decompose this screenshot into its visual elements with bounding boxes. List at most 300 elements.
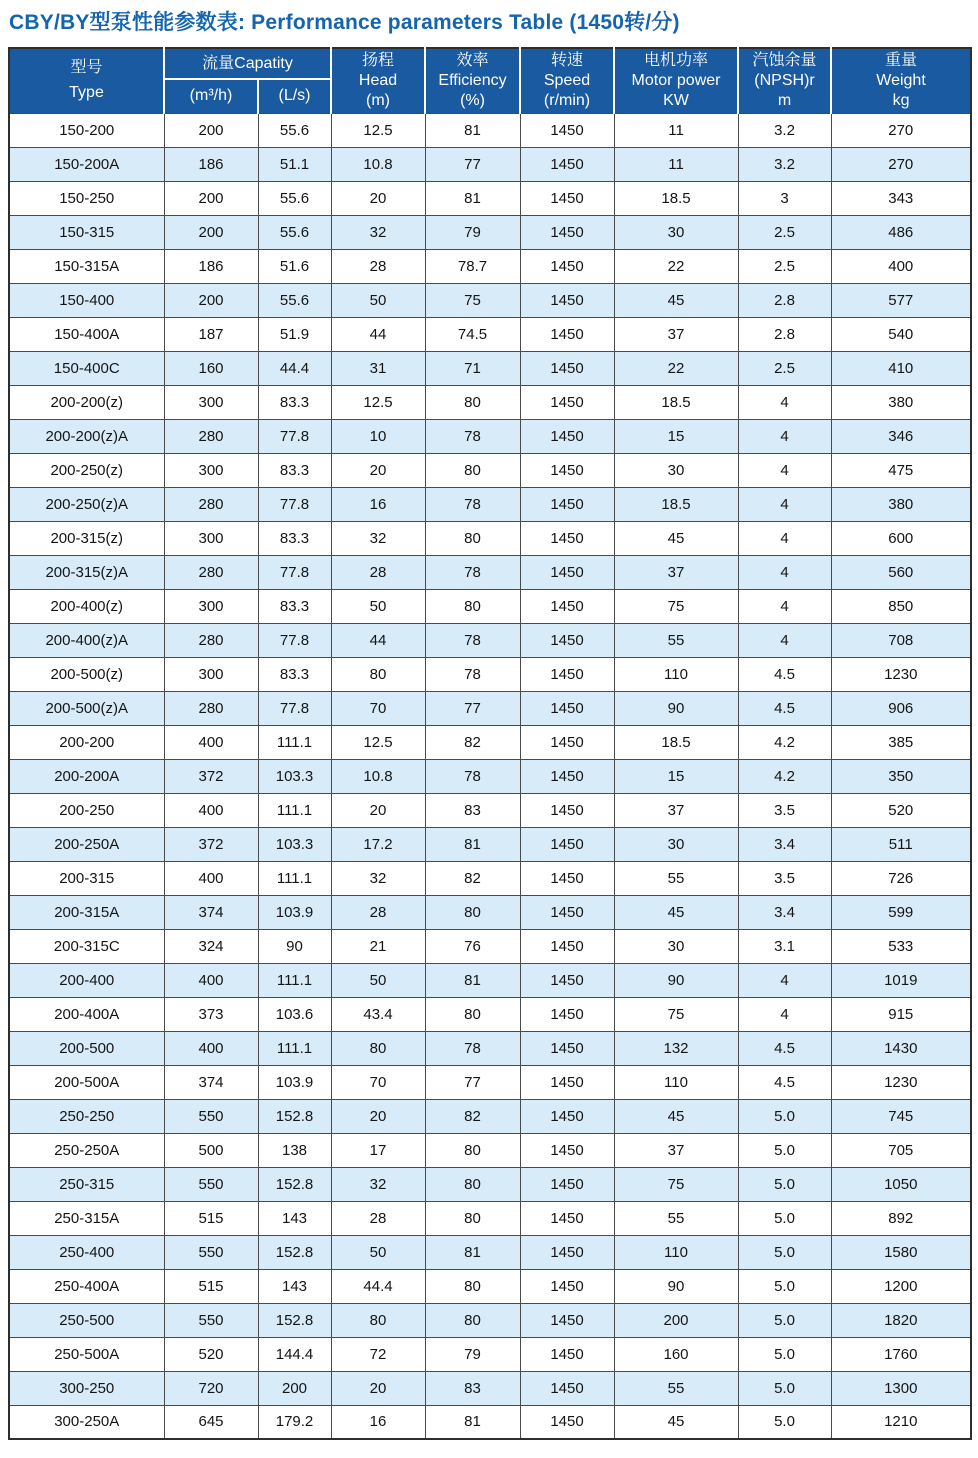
cell-capacity-m3h: 200 xyxy=(164,215,258,249)
table-row xyxy=(9,555,971,589)
cell-weight: 1580 xyxy=(831,1235,971,1269)
cell-npsh: 4.5 xyxy=(738,1065,831,1099)
cell-head: 20 xyxy=(331,1371,425,1405)
cell-speed: 1450 xyxy=(520,657,614,691)
table-row xyxy=(9,1303,971,1337)
cell-capacity-ls: 143 xyxy=(258,1269,331,1303)
cell-capacity-ls: 103.3 xyxy=(258,827,331,861)
cell-weight: 705 xyxy=(831,1133,971,1167)
cell-head: 80 xyxy=(331,1031,425,1065)
cell-efficiency: 83 xyxy=(425,1371,520,1405)
col-header-weight-zh: 重量 xyxy=(885,52,918,70)
cell-speed: 1450 xyxy=(520,1303,614,1337)
col-header-weight-unit: kg xyxy=(892,91,910,109)
cell-capacity-ls: 77.8 xyxy=(258,555,331,589)
cell-head: 50 xyxy=(331,589,425,623)
cell-weight: 600 xyxy=(831,521,971,555)
cell-capacity-ls: 152.8 xyxy=(258,1303,331,1337)
cell-capacity-ls: 179.2 xyxy=(258,1405,331,1439)
cell-motor-power: 37 xyxy=(614,1133,738,1167)
cell-speed: 1450 xyxy=(520,827,614,861)
cell-capacity-ls: 83.3 xyxy=(258,385,331,419)
cell-type: 200-500A xyxy=(9,1065,164,1099)
cell-efficiency: 76 xyxy=(425,929,520,963)
table-row xyxy=(9,283,971,317)
col-header-weight xyxy=(831,48,971,113)
cell-capacity-ls: 90 xyxy=(258,929,331,963)
cell-efficiency: 82 xyxy=(425,1099,520,1133)
cell-npsh: 5.0 xyxy=(738,1201,831,1235)
cell-npsh: 5.0 xyxy=(738,1167,831,1201)
cell-motor-power: 30 xyxy=(614,929,738,963)
cell-head: 32 xyxy=(331,1167,425,1201)
cell-capacity-m3h: 372 xyxy=(164,759,258,793)
cell-type: 150-315A xyxy=(9,249,164,283)
cell-capacity-ls: 55.6 xyxy=(258,215,331,249)
cell-capacity-m3h: 372 xyxy=(164,827,258,861)
cell-type: 200-315(z) xyxy=(9,521,164,555)
cell-weight: 708 xyxy=(831,623,971,657)
cell-npsh: 4.2 xyxy=(738,725,831,759)
table-row xyxy=(9,929,971,963)
cell-speed: 1450 xyxy=(520,1065,614,1099)
cell-type: 200-315C xyxy=(9,929,164,963)
cell-speed: 1450 xyxy=(520,113,614,147)
cell-capacity-m3h: 400 xyxy=(164,861,258,895)
cell-capacity-m3h: 280 xyxy=(164,623,258,657)
cell-speed: 1450 xyxy=(520,317,614,351)
col-header-head-zh: 扬程 xyxy=(362,52,395,70)
cell-efficiency: 80 xyxy=(425,1201,520,1235)
cell-capacity-ls: 55.6 xyxy=(258,181,331,215)
cell-weight: 520 xyxy=(831,793,971,827)
cell-weight: 906 xyxy=(831,691,971,725)
cell-speed: 1450 xyxy=(520,181,614,215)
cell-head: 12.5 xyxy=(331,385,425,419)
cell-weight: 1760 xyxy=(831,1337,971,1371)
cell-capacity-m3h: 550 xyxy=(164,1303,258,1337)
cell-efficiency: 81 xyxy=(425,827,520,861)
col-header-motor-power xyxy=(614,48,738,113)
cell-efficiency: 77 xyxy=(425,1065,520,1099)
cell-weight: 475 xyxy=(831,453,971,487)
cell-motor-power: 45 xyxy=(614,895,738,929)
cell-capacity-ls: 51.6 xyxy=(258,249,331,283)
cell-efficiency: 80 xyxy=(425,997,520,1031)
cell-capacity-ls: 55.6 xyxy=(258,283,331,317)
cell-npsh: 4 xyxy=(738,963,831,997)
cell-efficiency: 78 xyxy=(425,623,520,657)
cell-capacity-ls: 138 xyxy=(258,1133,331,1167)
cell-capacity-m3h: 200 xyxy=(164,283,258,317)
cell-weight: 1300 xyxy=(831,1371,971,1405)
cell-type: 200-400 xyxy=(9,963,164,997)
cell-head: 28 xyxy=(331,895,425,929)
cell-capacity-m3h: 374 xyxy=(164,895,258,929)
col-header-npsh xyxy=(738,48,831,113)
cell-speed: 1450 xyxy=(520,1337,614,1371)
cell-head: 50 xyxy=(331,283,425,317)
cell-npsh: 4.5 xyxy=(738,657,831,691)
col-header-motor-power-zh: 电机功率 xyxy=(644,52,709,70)
cell-capacity-m3h: 300 xyxy=(164,657,258,691)
cell-speed: 1450 xyxy=(520,997,614,1031)
cell-capacity-ls: 152.8 xyxy=(258,1167,331,1201)
cell-motor-power: 18.5 xyxy=(614,725,738,759)
cell-npsh: 4 xyxy=(738,419,831,453)
cell-weight: 1200 xyxy=(831,1269,971,1303)
cell-motor-power: 30 xyxy=(614,453,738,487)
cell-speed: 1450 xyxy=(520,1371,614,1405)
cell-head: 17.2 xyxy=(331,827,425,861)
cell-capacity-m3h: 400 xyxy=(164,793,258,827)
cell-npsh: 3.2 xyxy=(738,113,831,147)
cell-npsh: 4 xyxy=(738,997,831,1031)
cell-capacity-m3h: 300 xyxy=(164,589,258,623)
cell-speed: 1450 xyxy=(520,929,614,963)
cell-npsh: 5.0 xyxy=(738,1405,831,1439)
cell-type: 200-500(z) xyxy=(9,657,164,691)
cell-npsh: 5.0 xyxy=(738,1235,831,1269)
cell-weight: 560 xyxy=(831,555,971,589)
col-header-npsh-unit: m xyxy=(777,91,792,109)
cell-head: 10.8 xyxy=(331,759,425,793)
cell-type: 250-315 xyxy=(9,1167,164,1201)
cell-npsh: 4 xyxy=(738,385,831,419)
cell-type: 200-200A xyxy=(9,759,164,793)
cell-head: 16 xyxy=(331,1405,425,1439)
cell-motor-power: 110 xyxy=(614,1065,738,1099)
cell-capacity-m3h: 280 xyxy=(164,487,258,521)
cell-head: 43.4 xyxy=(331,997,425,1031)
cell-efficiency: 74.5 xyxy=(425,317,520,351)
cell-npsh: 5.0 xyxy=(738,1269,831,1303)
col-header-head xyxy=(331,48,425,113)
cell-speed: 1450 xyxy=(520,1099,614,1133)
cell-type: 200-500 xyxy=(9,1031,164,1065)
cell-npsh: 4 xyxy=(738,623,831,657)
cell-capacity-ls: 111.1 xyxy=(258,1031,331,1065)
cell-weight: 486 xyxy=(831,215,971,249)
cell-npsh: 4 xyxy=(738,589,831,623)
cell-npsh: 3.4 xyxy=(738,827,831,861)
cell-npsh: 2.5 xyxy=(738,215,831,249)
cell-efficiency: 71 xyxy=(425,351,520,385)
cell-speed: 1450 xyxy=(520,1167,614,1201)
col-header-head-unit: (m) xyxy=(366,91,390,109)
table-row xyxy=(9,147,971,181)
cell-efficiency: 82 xyxy=(425,725,520,759)
cell-motor-power: 22 xyxy=(614,249,738,283)
col-header-speed-en: Speed xyxy=(543,71,591,89)
cell-npsh: 4.5 xyxy=(738,691,831,725)
cell-capacity-m3h: 300 xyxy=(164,521,258,555)
cell-efficiency: 81 xyxy=(425,113,520,147)
table-row xyxy=(9,1099,971,1133)
cell-speed: 1450 xyxy=(520,1269,614,1303)
cell-motor-power: 132 xyxy=(614,1031,738,1065)
cell-motor-power: 160 xyxy=(614,1337,738,1371)
cell-efficiency: 80 xyxy=(425,453,520,487)
table-row xyxy=(9,895,971,929)
cell-capacity-m3h: 374 xyxy=(164,1065,258,1099)
cell-capacity-ls: 77.8 xyxy=(258,691,331,725)
cell-motor-power: 90 xyxy=(614,691,738,725)
cell-npsh: 4.5 xyxy=(738,1031,831,1065)
cell-efficiency: 78.7 xyxy=(425,249,520,283)
cell-type: 150-400 xyxy=(9,283,164,317)
cell-head: 20 xyxy=(331,181,425,215)
table-row xyxy=(9,793,971,827)
cell-weight: 533 xyxy=(831,929,971,963)
cell-capacity-m3h: 200 xyxy=(164,181,258,215)
cell-motor-power: 90 xyxy=(614,963,738,997)
cell-capacity-m3h: 280 xyxy=(164,419,258,453)
cell-motor-power: 110 xyxy=(614,657,738,691)
cell-capacity-ls: 83.3 xyxy=(258,521,331,555)
table-row xyxy=(9,1235,971,1269)
cell-efficiency: 81 xyxy=(425,1235,520,1269)
cell-type: 150-315 xyxy=(9,215,164,249)
cell-type: 200-250 xyxy=(9,793,164,827)
cell-weight: 385 xyxy=(831,725,971,759)
cell-efficiency: 78 xyxy=(425,759,520,793)
col-header-capacity-m3h: (m³/h) xyxy=(164,79,258,113)
cell-type: 200-315(z)A xyxy=(9,555,164,589)
cell-speed: 1450 xyxy=(520,419,614,453)
cell-capacity-ls: 77.8 xyxy=(258,623,331,657)
cell-efficiency: 77 xyxy=(425,691,520,725)
cell-weight: 1230 xyxy=(831,1065,971,1099)
col-header-efficiency-en: Efficiency xyxy=(438,71,507,89)
cell-type: 150-400C xyxy=(9,351,164,385)
cell-capacity-ls: 44.4 xyxy=(258,351,331,385)
cell-motor-power: 55 xyxy=(614,623,738,657)
col-header-capacity-ls: (L/s) xyxy=(258,79,331,113)
cell-weight: 343 xyxy=(831,181,971,215)
cell-head: 70 xyxy=(331,691,425,725)
cell-head: 32 xyxy=(331,215,425,249)
cell-head: 17 xyxy=(331,1133,425,1167)
cell-capacity-m3h: 550 xyxy=(164,1099,258,1133)
table-row xyxy=(9,249,971,283)
cell-npsh: 5.0 xyxy=(738,1303,831,1337)
cell-motor-power: 200 xyxy=(614,1303,738,1337)
cell-weight: 1820 xyxy=(831,1303,971,1337)
cell-type: 250-250A xyxy=(9,1133,164,1167)
cell-efficiency: 80 xyxy=(425,1167,520,1201)
cell-efficiency: 78 xyxy=(425,555,520,589)
table-row xyxy=(9,1337,971,1371)
cell-weight: 1210 xyxy=(831,1405,971,1439)
cell-head: 10 xyxy=(331,419,425,453)
cell-motor-power: 11 xyxy=(614,113,738,147)
cell-speed: 1450 xyxy=(520,1235,614,1269)
cell-motor-power: 30 xyxy=(614,827,738,861)
cell-head: 32 xyxy=(331,861,425,895)
table-row xyxy=(9,1133,971,1167)
table-row xyxy=(9,725,971,759)
table-row xyxy=(9,1269,971,1303)
cell-npsh: 4.2 xyxy=(738,759,831,793)
cell-type: 200-315A xyxy=(9,895,164,929)
cell-weight: 577 xyxy=(831,283,971,317)
table-row xyxy=(9,113,971,147)
cell-efficiency: 78 xyxy=(425,1031,520,1065)
cell-head: 32 xyxy=(331,521,425,555)
cell-head: 16 xyxy=(331,487,425,521)
table-row xyxy=(9,351,971,385)
cell-efficiency: 80 xyxy=(425,1303,520,1337)
cell-npsh: 3.4 xyxy=(738,895,831,929)
cell-speed: 1450 xyxy=(520,351,614,385)
cell-npsh: 4 xyxy=(738,521,831,555)
cell-capacity-m3h: 186 xyxy=(164,147,258,181)
cell-capacity-ls: 55.6 xyxy=(258,113,331,147)
cell-npsh: 3.2 xyxy=(738,147,831,181)
col-header-efficiency-zh: 效率 xyxy=(456,52,489,70)
cell-weight: 726 xyxy=(831,861,971,895)
cell-type: 200-500(z)A xyxy=(9,691,164,725)
cell-npsh: 2.8 xyxy=(738,317,831,351)
cell-capacity-m3h: 160 xyxy=(164,351,258,385)
cell-speed: 1450 xyxy=(520,1133,614,1167)
cell-efficiency: 78 xyxy=(425,657,520,691)
table-row xyxy=(9,385,971,419)
cell-speed: 1450 xyxy=(520,725,614,759)
cell-efficiency: 80 xyxy=(425,385,520,419)
cell-capacity-ls: 103.9 xyxy=(258,1065,331,1099)
cell-speed: 1450 xyxy=(520,691,614,725)
cell-head: 20 xyxy=(331,1099,425,1133)
cell-head: 50 xyxy=(331,1235,425,1269)
page-title: CBY/BY型泵性能参数表: Performance parameters Table (1450转/分) xyxy=(9,11,680,34)
cell-npsh: 4 xyxy=(738,453,831,487)
cell-head: 20 xyxy=(331,453,425,487)
cell-speed: 1450 xyxy=(520,1405,614,1439)
cell-speed: 1450 xyxy=(520,283,614,317)
table-row xyxy=(9,521,971,555)
cell-capacity-ls: 51.9 xyxy=(258,317,331,351)
cell-weight: 1050 xyxy=(831,1167,971,1201)
table-row xyxy=(9,657,971,691)
cell-weight: 850 xyxy=(831,589,971,623)
cell-speed: 1450 xyxy=(520,555,614,589)
col-header-weight-en: Weight xyxy=(876,71,926,89)
cell-motor-power: 37 xyxy=(614,555,738,589)
cell-efficiency: 79 xyxy=(425,1337,520,1371)
cell-capacity-m3h: 400 xyxy=(164,725,258,759)
cell-motor-power: 45 xyxy=(614,283,738,317)
col-header-capacity-label: 流量Capatity xyxy=(202,54,293,72)
cell-motor-power: 75 xyxy=(614,589,738,623)
cell-type: 200-400(z)A xyxy=(9,623,164,657)
table-body xyxy=(9,113,971,1439)
table-row xyxy=(9,997,971,1031)
cell-npsh: 2.8 xyxy=(738,283,831,317)
cell-head: 44 xyxy=(331,317,425,351)
cell-motor-power: 18.5 xyxy=(614,385,738,419)
cell-efficiency: 77 xyxy=(425,147,520,181)
cell-capacity-ls: 83.3 xyxy=(258,589,331,623)
cell-capacity-m3h: 550 xyxy=(164,1235,258,1269)
cell-weight: 380 xyxy=(831,385,971,419)
cell-efficiency: 79 xyxy=(425,215,520,249)
cell-capacity-m3h: 187 xyxy=(164,317,258,351)
cell-capacity-m3h: 280 xyxy=(164,691,258,725)
table-row xyxy=(9,453,971,487)
cell-motor-power: 18.5 xyxy=(614,487,738,521)
cell-efficiency: 80 xyxy=(425,1269,520,1303)
cell-capacity-m3h: 515 xyxy=(164,1201,258,1235)
table-row xyxy=(9,1371,971,1405)
cell-type: 200-315 xyxy=(9,861,164,895)
cell-capacity-m3h: 324 xyxy=(164,929,258,963)
cell-efficiency: 80 xyxy=(425,895,520,929)
cell-speed: 1450 xyxy=(520,963,614,997)
col-header-motor-power-en: Motor power xyxy=(631,71,721,89)
cell-speed: 1450 xyxy=(520,861,614,895)
cell-capacity-m3h: 280 xyxy=(164,555,258,589)
cell-type: 250-400A xyxy=(9,1269,164,1303)
cell-weight: 1230 xyxy=(831,657,971,691)
cell-efficiency: 81 xyxy=(425,963,520,997)
cell-type: 200-250(z)A xyxy=(9,487,164,521)
cell-npsh: 5.0 xyxy=(738,1133,831,1167)
cell-weight: 915 xyxy=(831,997,971,1031)
cell-motor-power: 15 xyxy=(614,759,738,793)
cell-weight: 745 xyxy=(831,1099,971,1133)
cell-capacity-ls: 103.9 xyxy=(258,895,331,929)
cell-type: 250-250 xyxy=(9,1099,164,1133)
cell-speed: 1450 xyxy=(520,1031,614,1065)
col-header-efficiency-unit: (%) xyxy=(460,91,485,109)
table-row xyxy=(9,827,971,861)
cell-type: 200-250A xyxy=(9,827,164,861)
cell-type: 150-200 xyxy=(9,113,164,147)
cell-head: 21 xyxy=(331,929,425,963)
cell-head: 80 xyxy=(331,657,425,691)
cell-weight: 270 xyxy=(831,113,971,147)
cell-speed: 1450 xyxy=(520,249,614,283)
col-header-speed-zh: 转速 xyxy=(551,52,584,70)
cell-efficiency: 81 xyxy=(425,181,520,215)
cell-capacity-m3h: 200 xyxy=(164,113,258,147)
col-header-capacity xyxy=(164,48,331,79)
col-header-type-en: Type xyxy=(69,83,104,101)
cell-head: 80 xyxy=(331,1303,425,1337)
cell-capacity-ls: 77.8 xyxy=(258,419,331,453)
cell-type: 250-400 xyxy=(9,1235,164,1269)
table-header xyxy=(9,48,971,113)
cell-capacity-ls: 144.4 xyxy=(258,1337,331,1371)
table-row xyxy=(9,181,971,215)
cell-speed: 1450 xyxy=(520,147,614,181)
cell-head: 28 xyxy=(331,1201,425,1235)
table-row xyxy=(9,419,971,453)
table-row xyxy=(9,215,971,249)
cell-motor-power: 22 xyxy=(614,351,738,385)
cell-motor-power: 11 xyxy=(614,147,738,181)
cell-motor-power: 45 xyxy=(614,1405,738,1439)
cell-npsh: 2.5 xyxy=(738,351,831,385)
cell-efficiency: 80 xyxy=(425,521,520,555)
cell-capacity-ls: 103.3 xyxy=(258,759,331,793)
table-row xyxy=(9,1167,971,1201)
cell-type: 200-400(z) xyxy=(9,589,164,623)
cell-motor-power: 55 xyxy=(614,861,738,895)
cell-npsh: 3 xyxy=(738,181,831,215)
